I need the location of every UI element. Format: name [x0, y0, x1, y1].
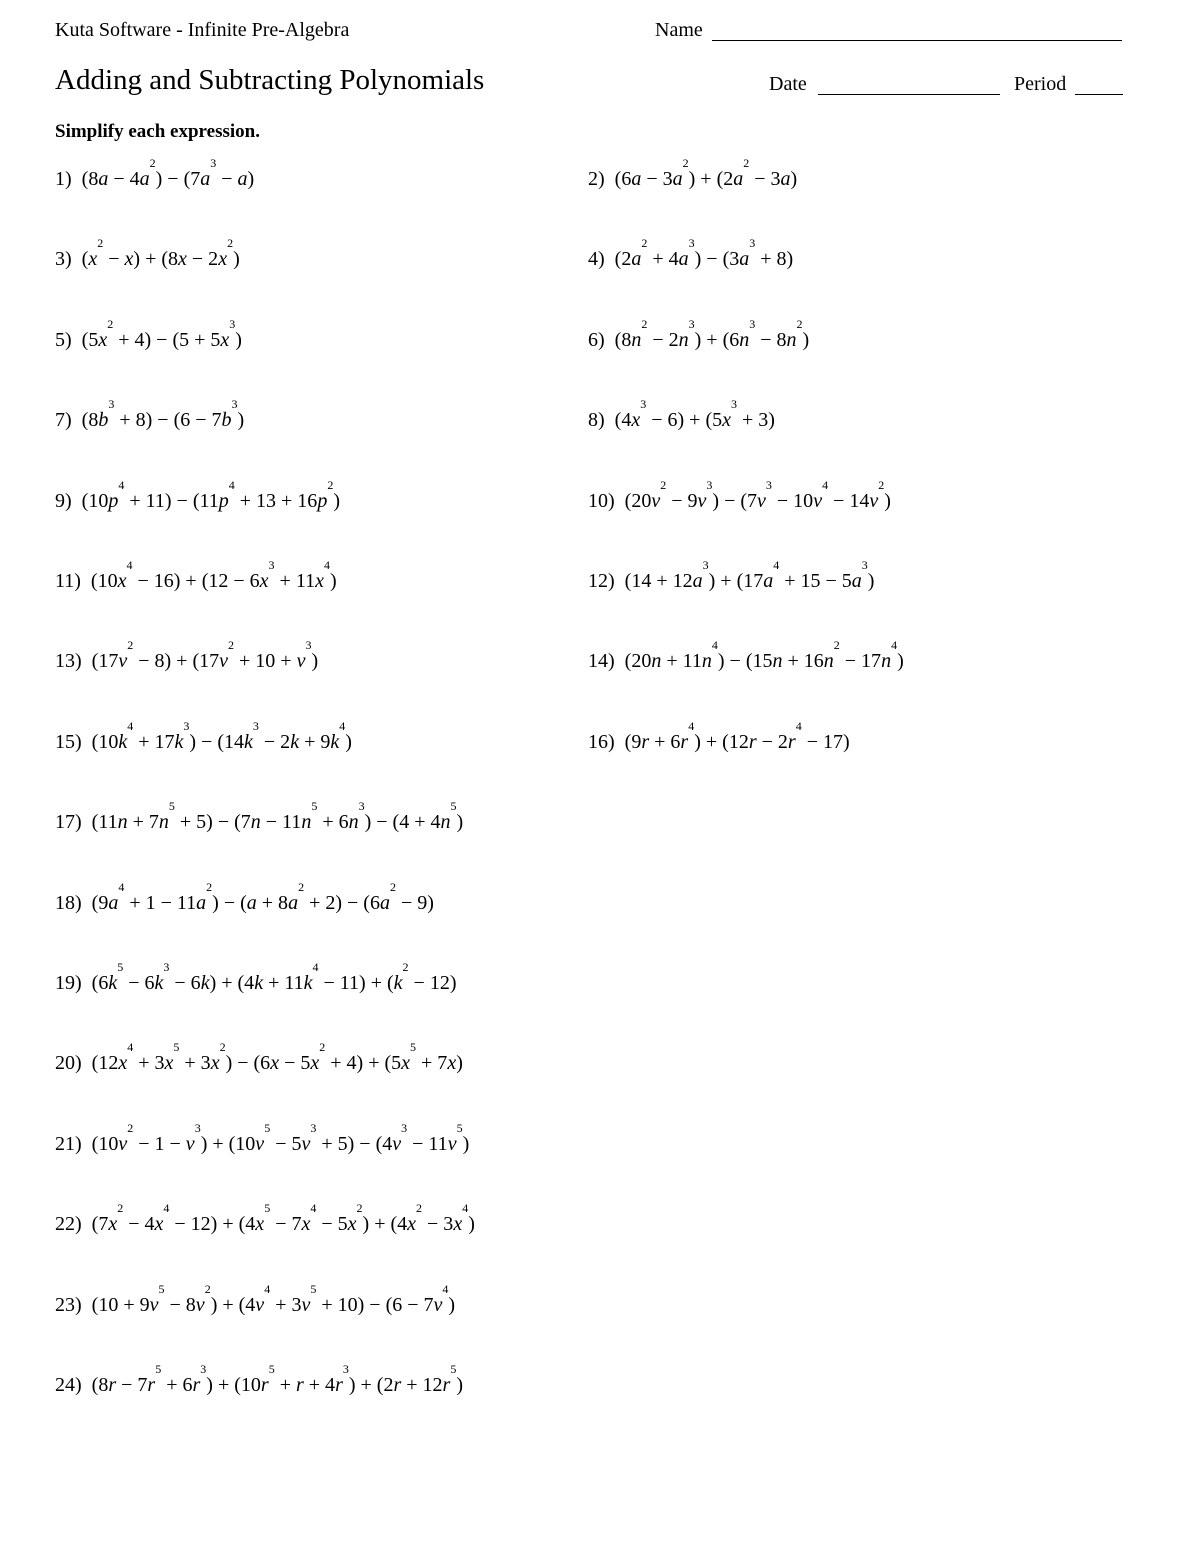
- problem-number: 21): [55, 1132, 82, 1155]
- problem-expression: $(7x^2 - 4x^4 - 12) + (4x^5 - 7x^4 - 5x^2) + (4x^2 - 3x^4)$: [91, 1201, 475, 1236]
- page-title: Adding and Subtracting Polynomials: [55, 64, 485, 96]
- problem-number: 23): [55, 1293, 82, 1316]
- problem-number: 20): [55, 1052, 82, 1075]
- problem-21: [55, 1120, 470, 1156]
- problem-number: 5): [55, 328, 72, 351]
- problem-9: [55, 477, 340, 513]
- problem-expression: $(11n + 7n^5 + 5) - (7n - 11n^5 + 6n^3) - (4 + 4n^5)$: [91, 799, 464, 834]
- problem-expression: $(5x^2 + 4) - (5 + 5x^3)$: [81, 316, 242, 351]
- problem-number: 18): [55, 891, 82, 914]
- problem-number: 24): [55, 1374, 82, 1396]
- problem-expression: $(4x^3 - 6) + (5x^3 + 3)$: [614, 397, 775, 432]
- problem-number: 2): [588, 168, 605, 190]
- problem-number: 8): [588, 409, 605, 432]
- problem-expression: $(12x^4 + 3x^5 + 3x^2) - (6x - 5x^2 + 4) + (5x^5 + 7x)$: [91, 1040, 463, 1075]
- instructions: Simplify each expression.: [55, 121, 260, 142]
- problem-number: 3): [55, 248, 72, 271]
- problem-expression: $(9a^4 + 1 - 11a^2) - (a + 8a^2 + 2) - (6a^2 - 9)$: [91, 879, 434, 914]
- problem-expression: $(2a^2 + 4a^3) - (3a^3 + 8)$: [614, 236, 794, 271]
- problem-24: [55, 1362, 464, 1397]
- problem-number: 19): [55, 972, 82, 994]
- problem-16: [588, 718, 850, 754]
- problem-expression: $(10x^4 - 16) + (12 - 6x^3 + 11x^4)$: [90, 558, 337, 592]
- date-label: Date: [769, 73, 807, 95]
- date-line: [818, 94, 1000, 95]
- problem-number: 17): [55, 811, 82, 834]
- problem-number: 11): [55, 570, 81, 592]
- problem-number: 12): [588, 570, 615, 592]
- problem-3: [55, 236, 240, 271]
- problem-12: [588, 558, 875, 593]
- name-line: [712, 40, 1122, 41]
- problem-15: [55, 718, 352, 754]
- problem-11: [55, 558, 337, 593]
- problem-19: [55, 960, 457, 995]
- problem-23: [55, 1281, 456, 1317]
- problem-22: [55, 1201, 475, 1236]
- problem-14: [588, 638, 904, 673]
- problem-number: 16): [588, 730, 615, 753]
- problem-number: 7): [55, 409, 72, 432]
- problem-10: [588, 477, 891, 513]
- problem-expression: $(6a - 3a^2) + (2a^2 - 3a)$: [614, 156, 798, 190]
- problem-6: [588, 316, 810, 352]
- problem-number: 14): [588, 650, 615, 673]
- problem-20: [55, 1040, 463, 1075]
- problem-17: [55, 799, 464, 834]
- problem-expression: $(10 + 9v^5 - 8v^2) + (4v^4 + 3v^5 + 10) - (6 - 7v^4)$: [91, 1281, 456, 1316]
- problem-7: [55, 397, 245, 432]
- problem-expression: $(10k^4 + 17k^3) - (14k^3 - 2k + 9k^4)$: [91, 718, 352, 753]
- problem-expression: $(14 + 12a^3) + (17a^4 + 15 - 5a^3)$: [624, 558, 875, 592]
- problem-number: 6): [588, 328, 605, 351]
- problem-number: 10): [588, 489, 615, 512]
- problem-number: 1): [55, 168, 72, 190]
- problem-expression: $(10v^2 - 1 - v^3) + (10v^5 - 5v^3 + 5) - (4v^3 - 11v^5)$: [91, 1120, 470, 1155]
- problem-1: [55, 156, 255, 191]
- problem-18: [55, 879, 434, 915]
- problem-expression: $(9r + 6r^4) + (12r - 2r^4 - 17)$: [624, 718, 850, 753]
- problem-expression: $(8a - 4a^2) - (7a^3 - a)$: [81, 156, 255, 190]
- problem-number: 9): [55, 489, 72, 512]
- problem-expression: $(17v^2 - 8) + (17v^2 + 10 + v^3)$: [91, 638, 319, 673]
- problem-expression: $(10p^4 + 11) - (11p^4 + 13 + 16p^2)$: [81, 477, 340, 512]
- problem-8: [588, 397, 775, 432]
- problem-number: 13): [55, 650, 82, 673]
- problem-number: 15): [55, 730, 82, 753]
- problem-expression: $(8r - 7r^5 + 6r^3) + (10r^5 + r + 4r^3) + (2r + 12r^5)$: [91, 1362, 464, 1396]
- problem-expression: $(x^2 - x) + (8x - 2x^2)$: [81, 236, 240, 271]
- problem-expression: $(6k^5 - 6k^3 - 6k) + (4k + 11k^4 - 11) + (k^2 - 12)$: [91, 960, 457, 994]
- problem-4: [588, 236, 794, 271]
- worksheet-source: Kuta Software - Infinite Pre-Algebra: [55, 19, 350, 41]
- period-line: [1075, 94, 1123, 95]
- problem-2: [588, 156, 798, 191]
- problem-expression: $(8n^2 - 2n^3) + (6n^3 - 8n^2)$: [614, 316, 810, 351]
- problem-expression: $(20n + 11n^4) - (15n + 16n^2 - 17n^4)$: [624, 638, 904, 673]
- period-label: Period: [1014, 73, 1067, 95]
- problem-5: [55, 316, 242, 352]
- problem-expression: $(8b^3 + 8) - (6 - 7b^3)$: [81, 397, 245, 432]
- problem-number: 22): [55, 1213, 82, 1236]
- problem-13: [55, 638, 319, 673]
- problem-expression: $(20v^2 - 9v^3) - (7v^3 - 10v^4 - 14v^2)$: [624, 477, 891, 512]
- name-label: Name: [655, 19, 703, 41]
- problem-number: 4): [588, 248, 605, 271]
